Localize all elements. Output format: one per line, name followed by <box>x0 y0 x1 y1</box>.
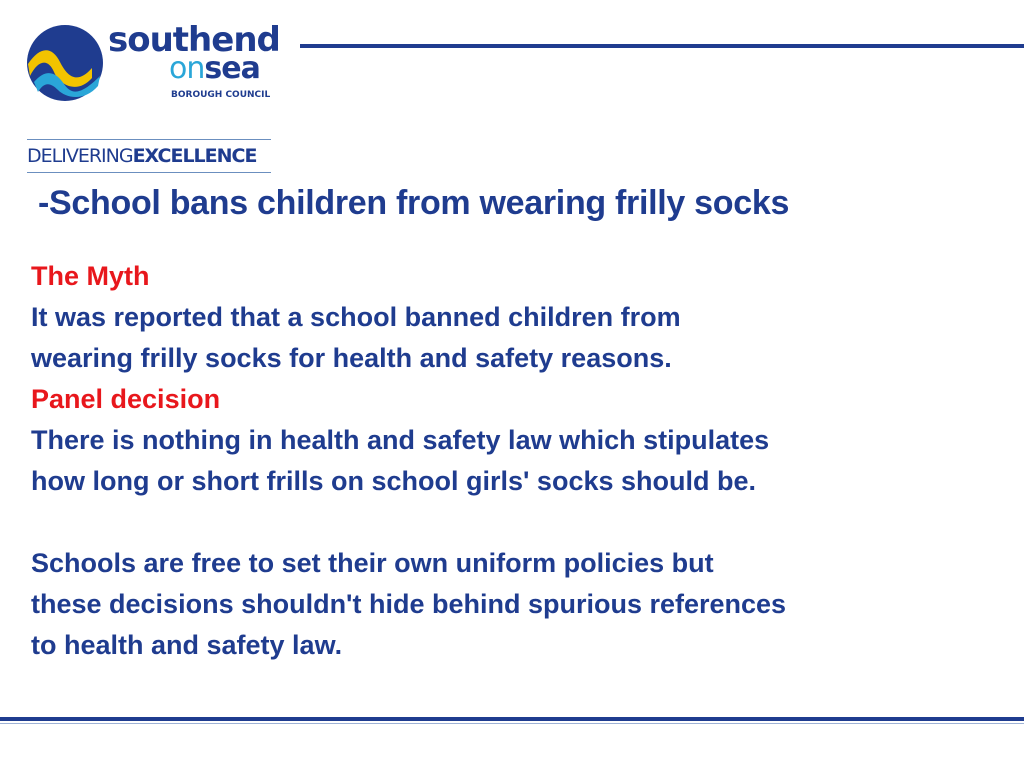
footer-divider-thin <box>0 723 1024 724</box>
tagline-bold: EXCELLENCE <box>132 145 257 167</box>
header-divider <box>300 44 1024 48</box>
footer-divider <box>0 717 1024 721</box>
tagline-rule-bottom <box>27 172 271 173</box>
tagline-rule-top <box>27 139 271 140</box>
myth-text-line: It was reported that a school banned children from <box>31 302 681 332</box>
slide-title: -School bans children from wearing frilly socks <box>38 184 790 222</box>
logo-borough-council: BOROUGH COUNCIL <box>171 90 271 100</box>
myth-text-line: wearing frilly socks for health and safety reasons. <box>31 343 672 373</box>
uniform-policy-text-line: these decisions shouldn't hide behind spurious references <box>31 589 787 619</box>
paragraph-spacer <box>31 502 1001 543</box>
tagline <box>27 145 256 167</box>
uniform-policy-text-line: to health and safety law. <box>31 630 343 660</box>
southend-wave-emblem-icon <box>26 24 104 102</box>
uniform-policy-text-line: Schools are free to set their own uniform policies but <box>31 548 714 578</box>
logo-wordmark-southend: southend <box>108 20 280 60</box>
panel-decision-text-line: how long or short frills on school girls' socks should be. <box>31 466 756 496</box>
tagline-regular: DELIVERING <box>27 145 133 167</box>
myth-heading: The Myth <box>31 261 150 291</box>
panel-decision-text-line: There is nothing in health and safety law which stipulates <box>31 425 770 455</box>
slide-body <box>31 256 1001 666</box>
logo-wordmark-sea: sea <box>204 51 260 86</box>
logo-wordmark-onsea <box>169 52 260 86</box>
council-logo <box>0 0 300 185</box>
logo-wordmark-on: on <box>169 51 205 86</box>
panel-decision-heading: Panel decision <box>31 384 221 414</box>
